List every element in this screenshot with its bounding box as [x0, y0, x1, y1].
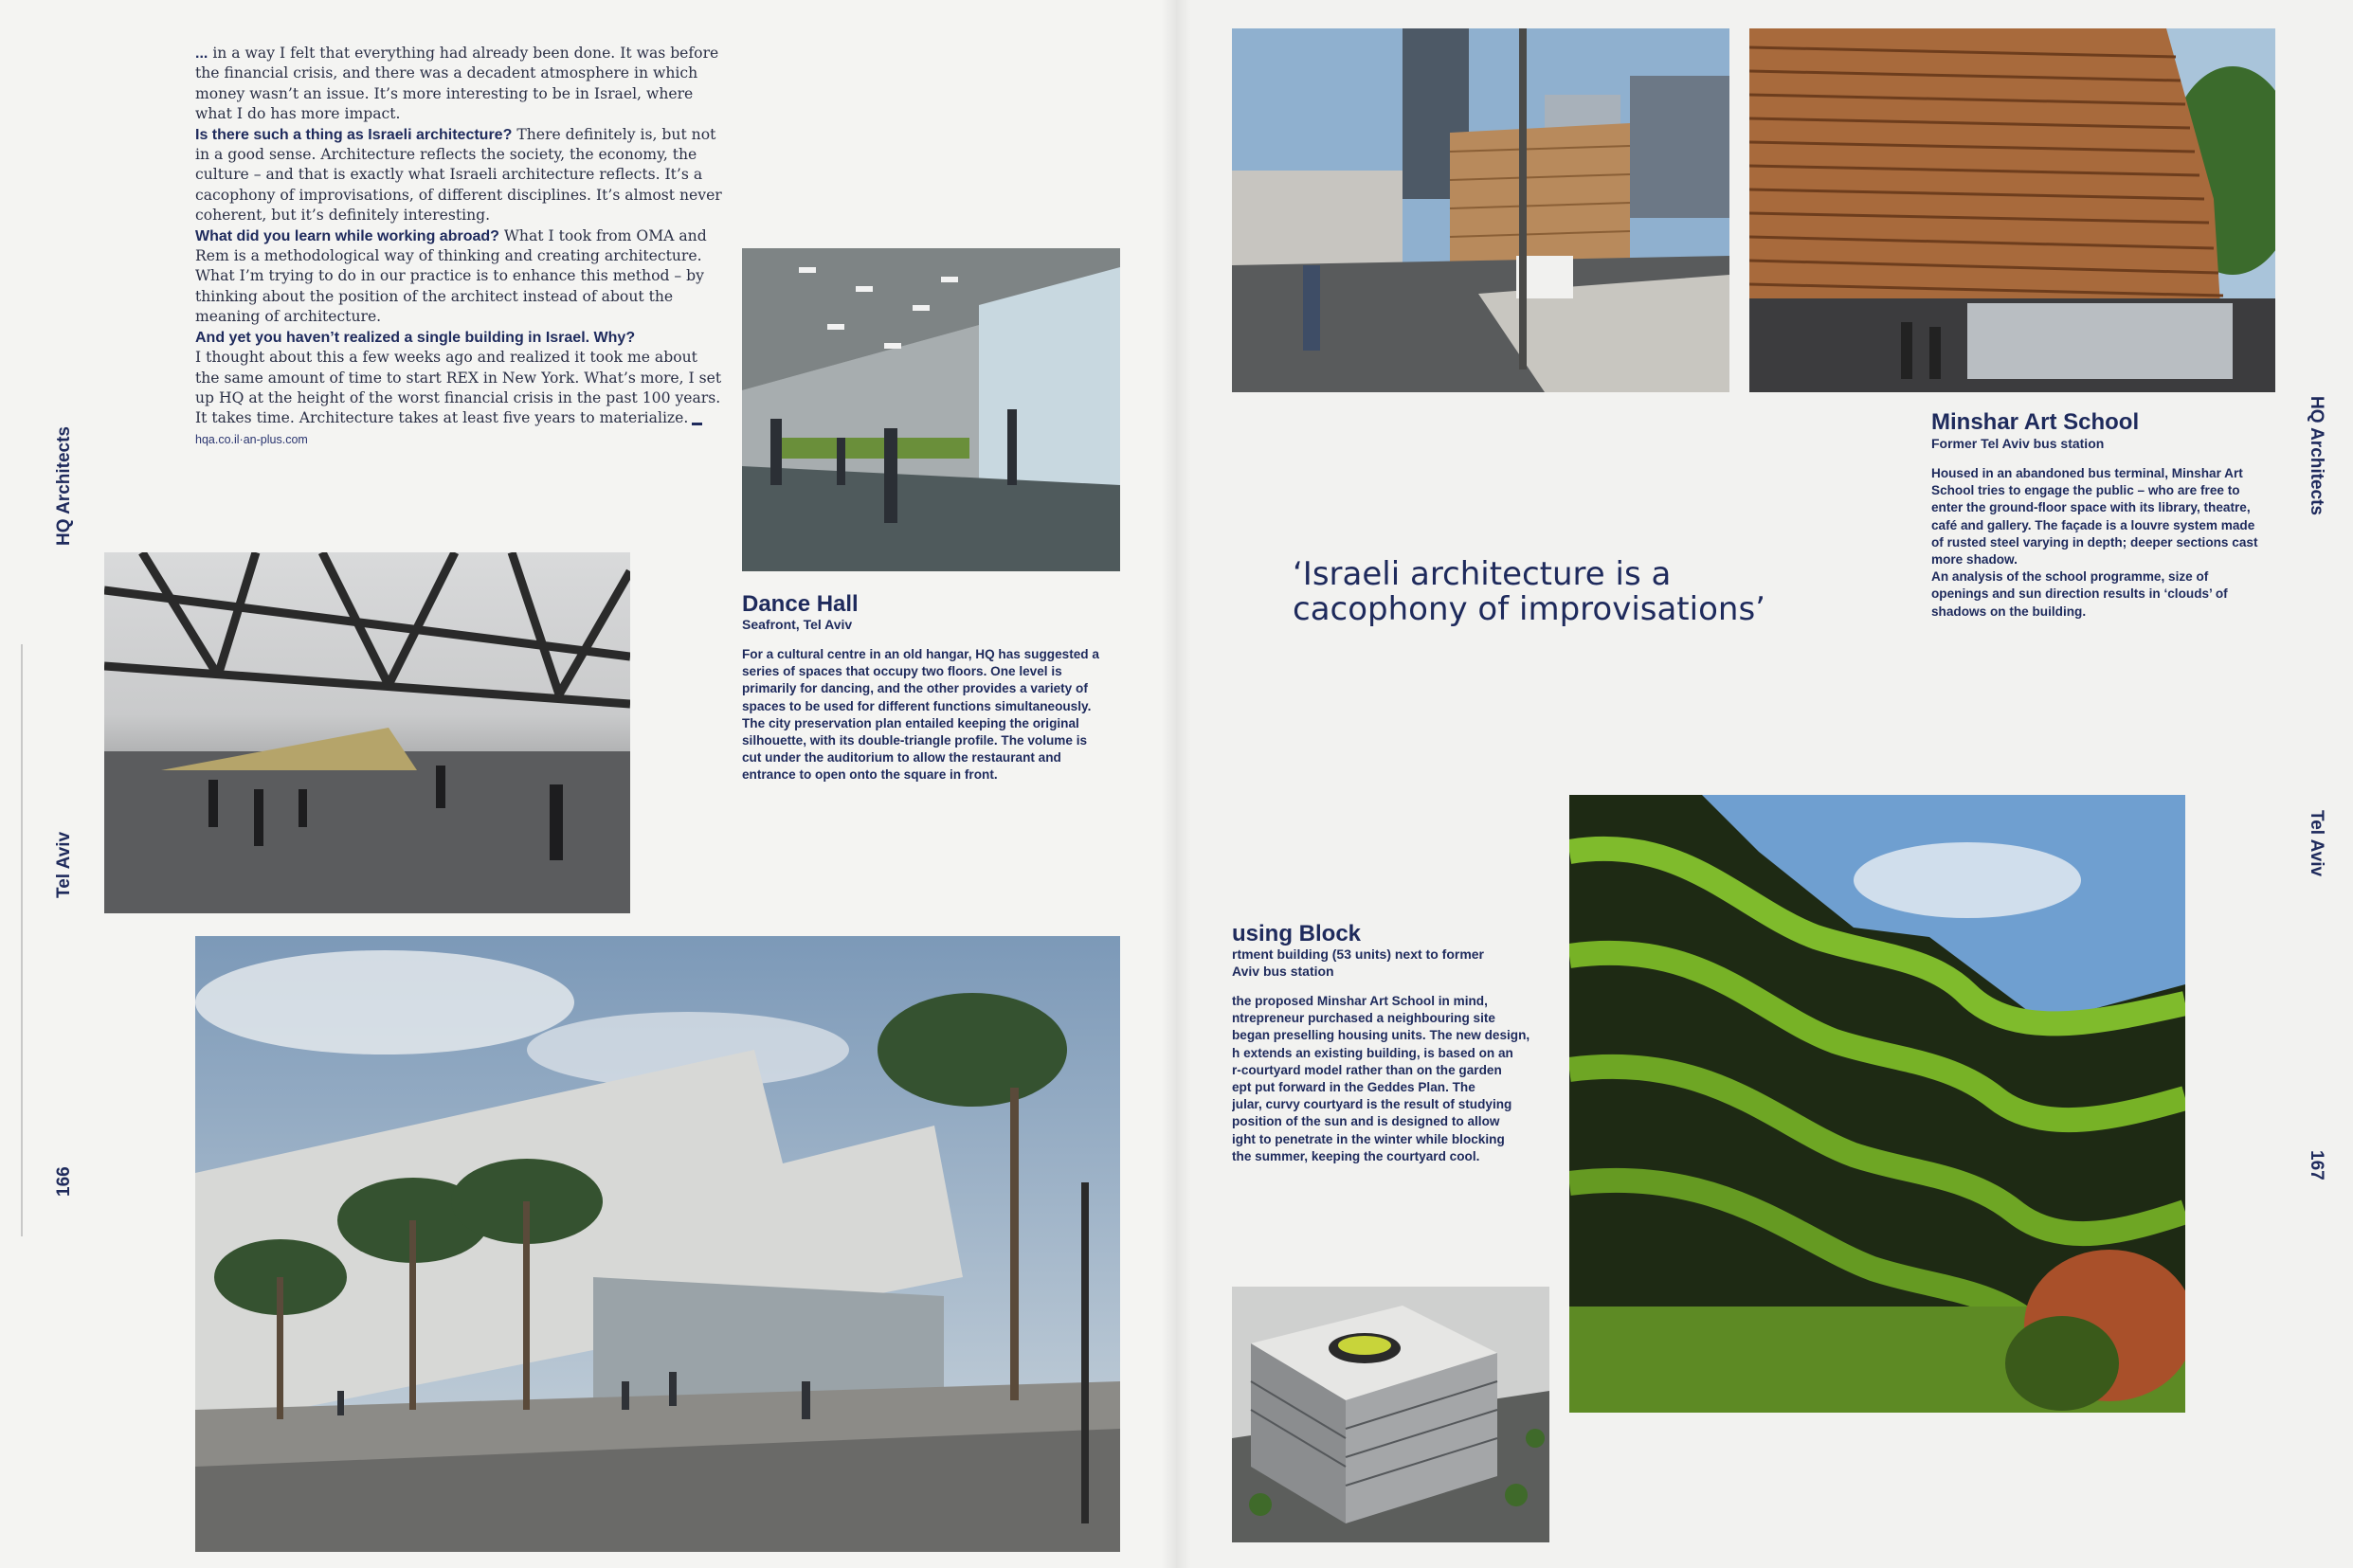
dance-hall-description: For a cultural centre in an old hangar, HQ has suggested a series of spaces that occupy two floors. One level is primarily for dancing, and the other provides a variety of spaces to be used for different functions simultaneously. The city preservation plan entailed keeping the original silhouette, with its double-triangle profile. The volume is cut under the auditorium to allow the restaurant and entrance to open onto the square in front.: [742, 647, 1099, 783]
housing-line-10: the summer, keeping the courtyard cool.: [1232, 1148, 1480, 1163]
hangar-interior-render: [104, 552, 630, 913]
interview-answer-4: I thought about this a few weeks ago and realized it took me about the same amount of time to start REX in New York. What’s more, I set up HQ at the height of the worst financial crisis in the past 100 years. It takes time. Architecture takes at least five years to materialize.: [195, 349, 722, 427]
housing-line-1: the proposed Minshar Art School in mind,: [1232, 994, 1488, 1008]
housing-aerial-render: [1232, 1287, 1549, 1542]
interview-text: [195, 44, 726, 429]
housing-subtitle-2: Aviv bus station: [1232, 964, 1334, 979]
interview-question-2: Is there such a thing as Israeli architecture?: [195, 126, 513, 143]
minshar-title: Minshar Art School: [1931, 409, 2140, 435]
minshar-subtitle: Former Tel Aviv bus station: [1931, 436, 2105, 451]
housing-line-9: ight to penetrate in the winter while blocking: [1232, 1131, 1505, 1146]
page-number-right: 167: [2307, 1150, 2326, 1181]
housing-line-5: r-courtyard model rather than on the garden: [1232, 1062, 1502, 1077]
dance-hall-interior-render: [742, 248, 1120, 571]
minshar-body-1: Housed in an abandoned bus terminal, Minshar Art School tries to engage the public – who are free to enter the ground-floor space with its library, theatre, café and gallery. The façade is a louvre system made of rusted steel varying in depth; deeper sections cast more shadow.: [1931, 466, 2258, 568]
lead-ellipsis: ...: [195, 45, 208, 62]
spine-gutter: [1161, 0, 1191, 1568]
housing-line-3: began preselling housing units. The new design,: [1232, 1028, 1530, 1043]
interview-answer-1: in a way I felt that everything had already been done. It was before the financial crisis, and there was a decadent atmosphere in which money wasn’t an issue. It’s more interesting to be in Israel, where what I do has more impact.: [195, 45, 719, 123]
pull-quote: ‘Israeli architecture is a cacophony of improvisations’: [1293, 555, 1765, 628]
minshar-description: [1931, 465, 2258, 621]
interview-question-3: What did you learn while working abroad?: [195, 227, 499, 244]
running-head-firm-left: HQ Architects: [54, 426, 74, 546]
housing-line-7: jular, curvy courtyard is the result of studying: [1232, 1097, 1512, 1112]
minshar-body-2: An analysis of the school programme, size of openings and sun direction results in ‘clouds’ of shadows on the building.: [1931, 569, 2228, 619]
housing-line-4: h extends an existing building, is based on an: [1232, 1045, 1513, 1060]
housing-courtyard-render: [1569, 795, 2185, 1413]
interview-answer-3: What I took from OMA and Rem is a methodological way of thinking and creating architecture. What I’m trying to do in our practice is to enhance this method – by thinking about the position of the architect instead of about the meaning of architecture.: [195, 226, 707, 326]
housing-text-block: [1232, 921, 1554, 1177]
dance-hall-exterior-render: [195, 936, 1120, 1552]
page-number-left: 166: [54, 1166, 74, 1197]
housing-subtitle-1: rtment building (53 units) next to former: [1232, 946, 1485, 962]
dance-hall-title: Dance Hall: [742, 591, 859, 617]
minshar-facade-photo: [1749, 28, 2275, 392]
page-edge-line: [21, 644, 23, 1236]
interview-answer-2: There definitely is, but not in a good sense. Architecture reflects the society, the economy, the culture – and that is exactly what Israeli architecture reflects. It’s a cacophony of improvisations, of different disciplines. It’s almost never coherent, but it’s definitely interesting.: [195, 125, 722, 225]
end-mark: [692, 423, 702, 425]
running-head-firm-right: HQ Architects: [2307, 396, 2326, 515]
running-head-city-left: Tel Aviv: [54, 831, 74, 898]
housing-line-8: position of the sun and is designed to allow: [1232, 1114, 1500, 1129]
housing-description: [1232, 993, 1554, 1165]
housing-line-6: ept put forward in the Geddes Plan. The: [1232, 1080, 1475, 1095]
website-link[interactable]: hqa.co.il·an-plus.com: [195, 433, 308, 446]
dance-hall-subtitle: Seafront, Tel Aviv: [742, 617, 853, 632]
running-head-city-right: Tel Aviv: [2307, 810, 2326, 877]
minshar-street-photo: [1232, 28, 1729, 392]
housing-line-2: ntrepreneur purchased a neighbouring site: [1232, 1011, 1495, 1026]
housing-title: using Block: [1232, 921, 1362, 946]
interview-question-4: And yet you haven’t realized a single building in Israel. Why?: [195, 329, 636, 346]
